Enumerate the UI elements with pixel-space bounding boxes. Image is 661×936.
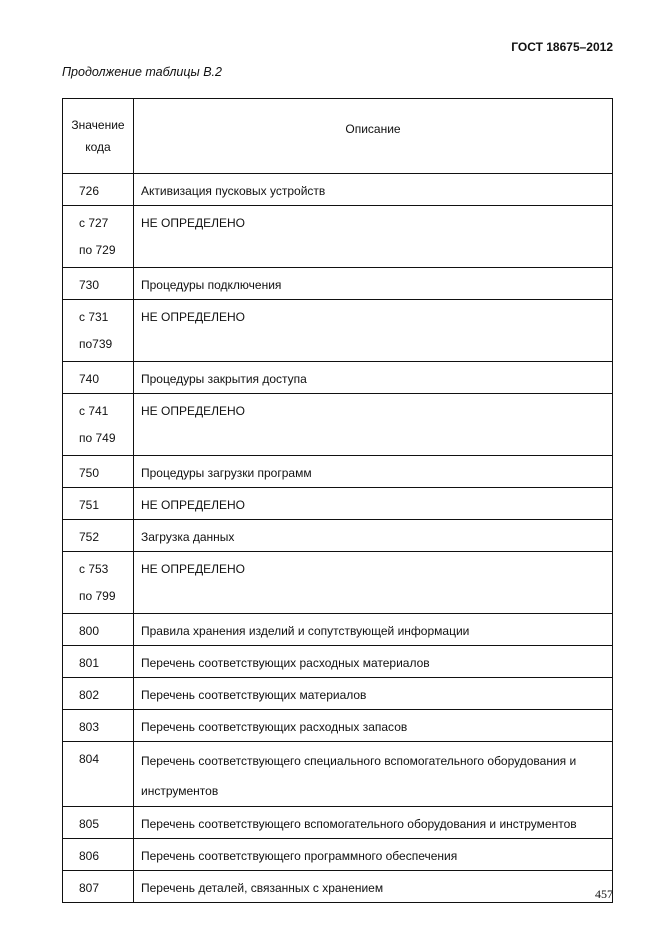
code-value: 801: [79, 656, 100, 670]
table-caption: Продолжение таблицы В.2: [62, 65, 222, 79]
code-cell: [63, 646, 134, 678]
description-cell: Процедуры загрузки программ: [134, 456, 613, 488]
code-value: с 727: [79, 216, 109, 230]
code-value: 730: [79, 278, 100, 292]
table-header-row: [63, 99, 613, 174]
code-cell: [63, 710, 134, 742]
code-value: 740: [79, 372, 100, 386]
table-row: [63, 552, 613, 614]
table-row: [63, 871, 613, 903]
table-row: [63, 839, 613, 871]
code-cell: [63, 614, 134, 646]
code-cell: [63, 488, 134, 520]
description-cell: НЕ ОПРЕДЕЛЕНО: [134, 488, 613, 520]
code-value: 800: [79, 624, 100, 638]
code-cell: [63, 520, 134, 552]
column-header-description: Описание: [134, 99, 613, 174]
description-cell: НЕ ОПРЕДЕЛЕНО: [134, 206, 613, 268]
code-cell: [63, 394, 134, 456]
code-cell: [63, 206, 134, 268]
description-cell: НЕ ОПРЕДЕЛЕНО: [134, 552, 613, 614]
code-value: 803: [79, 720, 100, 734]
code-cell: [63, 839, 134, 871]
code-value: по 729: [79, 243, 116, 257]
code-value: 806: [79, 849, 100, 863]
column-header-code: [63, 99, 134, 174]
code-cell: [63, 362, 134, 394]
description-cell: Перечень соответствующего специального вспомогательного оборудования и инструментов: [134, 742, 613, 807]
table-row: [63, 678, 613, 710]
table-row: [63, 614, 613, 646]
description-cell: Перечень соответствующих расходных материалов: [134, 646, 613, 678]
table-row: [63, 300, 613, 362]
code-value: по739: [79, 337, 113, 351]
column-header-code-line: кода: [85, 140, 111, 154]
description-cell: Загрузка данных: [134, 520, 613, 552]
description-cell: Активизация пусковых устройств: [134, 174, 613, 206]
description-cell: Перечень соответствующих расходных запасов: [134, 710, 613, 742]
description-cell: Процедуры закрытия доступа: [134, 362, 613, 394]
column-header-code-line: Значение: [71, 118, 125, 132]
table-row: [63, 807, 613, 839]
code-cell: [63, 300, 134, 362]
table-row: [63, 488, 613, 520]
code-value: с 753: [79, 562, 109, 576]
code-value: 751: [79, 498, 100, 512]
description-cell: Перечень соответствующих материалов: [134, 678, 613, 710]
table-row: [63, 174, 613, 206]
code-cell: [63, 174, 134, 206]
code-value: по 749: [79, 431, 116, 445]
description-cell: Правила хранения изделий и сопутствующей информации: [134, 614, 613, 646]
description-cell: Перечень деталей, связанных с хранением: [134, 871, 613, 903]
code-value: 750: [79, 466, 100, 480]
code-value: 807: [79, 881, 100, 895]
table-row: [63, 742, 613, 807]
code-cell: [63, 807, 134, 839]
code-value: с 731: [79, 310, 109, 324]
table-row: [63, 456, 613, 488]
code-value: 726: [79, 184, 100, 198]
table-row: [63, 206, 613, 268]
code-value: по 799: [79, 589, 116, 603]
description-cell: НЕ ОПРЕДЕЛЕНО: [134, 300, 613, 362]
table-row: [63, 394, 613, 456]
code-value: 805: [79, 817, 100, 831]
code-cell: [63, 268, 134, 300]
description-cell: НЕ ОПРЕДЕЛЕНО: [134, 394, 613, 456]
code-value: 802: [79, 688, 100, 702]
code-value: 804: [79, 752, 100, 766]
table-row: [63, 646, 613, 678]
code-cell: [63, 456, 134, 488]
description-cell: Процедуры подключения: [134, 268, 613, 300]
code-value: с 741: [79, 404, 109, 418]
table-row: [63, 520, 613, 552]
code-value: 752: [79, 530, 100, 544]
code-cell: [63, 742, 134, 807]
code-cell: [63, 871, 134, 903]
code-table: [62, 98, 613, 903]
table-row: [63, 268, 613, 300]
standard-header: ГОСТ 18675–2012: [511, 40, 613, 54]
code-cell: [63, 678, 134, 710]
page-number: 457: [595, 887, 613, 901]
code-cell: [63, 552, 134, 614]
table-row: [63, 710, 613, 742]
description-cell: Перечень соответствующего вспомогательного оборудования и инструментов: [134, 807, 613, 839]
table-row: [63, 362, 613, 394]
description-cell: Перечень соответствующего программного обеспечения: [134, 839, 613, 871]
